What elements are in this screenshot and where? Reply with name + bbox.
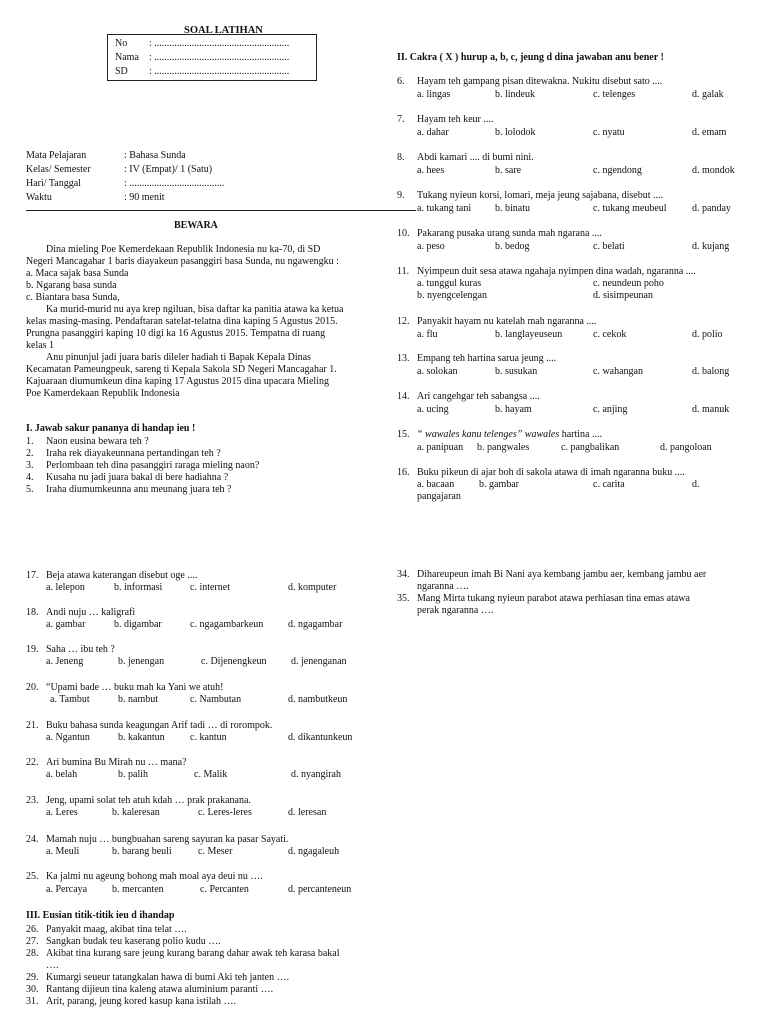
option-c[interactable]: c. carita [593, 479, 625, 490]
info-value: : 90 menit [124, 192, 165, 203]
option-b[interactable]: b. susukan [495, 366, 538, 377]
info-value: : IV (Empat)/ 1 (Satu) [124, 164, 213, 175]
list-item [26, 484, 366, 496]
divider [26, 210, 416, 211]
option-c[interactable]: c. neundeun poho [593, 278, 664, 289]
question-number: 16. [397, 467, 410, 478]
item-number: 27. [26, 936, 39, 947]
option-a[interactable]: a. solokan [417, 366, 458, 377]
bewara-line: Kajuaraan diumumkeun dina kaping 17 Agustus 2015 dina upacara Mieling [26, 376, 329, 387]
info-row [26, 164, 212, 176]
option-a[interactable]: a. belah [46, 769, 78, 780]
option-c[interactable]: c. pangbalikan [561, 442, 620, 453]
option-d[interactable]: d. balong [692, 366, 730, 377]
item-number: 35. [397, 593, 410, 604]
item-text-cont: …. [46, 960, 59, 971]
option-d[interactable]: d. leresan [288, 807, 327, 818]
option-b[interactable]: b. sare [495, 165, 522, 176]
question-text: Nyimpeun duit sesa atawa ngahaja nyimpen dina wadah, ngaranna .... [417, 266, 696, 277]
question-text: Ari cangehgar teh sabangsa .... [417, 391, 540, 402]
question-text: Empang teh hartina sarua jeung .... [417, 353, 557, 364]
identity-box [107, 34, 317, 81]
option-d[interactable]: d. [692, 479, 700, 490]
question-number: 23. [26, 795, 39, 806]
option-d[interactable]: d. ngagambar [288, 619, 343, 630]
option-b[interactable]: b. langlayeuseun [495, 329, 563, 340]
item-text: Perlombaan teh dina pasanggiri raraga mieling naon? [46, 460, 260, 471]
option-b[interactable]: b. nambut [118, 694, 158, 705]
bewara-text [26, 244, 371, 400]
option-a[interactable]: a. Meuli [46, 846, 80, 857]
item-text: Kumargi seueur tatangkalan hawa di bumi Aki teh janten …. [46, 972, 290, 983]
question-number: 8. [397, 152, 405, 163]
option-b[interactable]: b. gambar [479, 479, 519, 490]
list-item [26, 996, 376, 1008]
option-a[interactable]: a. panipuan [417, 442, 464, 453]
item-number: 34. [397, 569, 410, 580]
option-d[interactable]: d. panday [692, 203, 731, 214]
option-d[interactable]: d. nyangirah [291, 769, 341, 780]
item-number: 31. [26, 996, 39, 1007]
option-a[interactable]: a. Tambut [50, 694, 90, 705]
question-number: 24. [26, 834, 39, 845]
bewara-title: BEWARA [174, 220, 218, 231]
question-text: Beja atawa katerangan disebut oge .... [46, 570, 198, 581]
question-number: 21. [26, 720, 39, 731]
sd-label: SD [115, 66, 128, 77]
bewara-line: Negeri Mancagahar 1 baris diayakeun pasanggiri basa Sunda, nu ngawengku : [26, 256, 339, 267]
list-item [26, 936, 376, 948]
question-number: 20. [26, 682, 39, 693]
question-text: Hayam teh keur .... [417, 114, 494, 125]
question-text: Ari bumina Bu Mirah nu … mana? [46, 757, 187, 768]
bewara-line: Anu pinunjul jadi juara baris dileler hadiah ti Bapak Kepala Dinas [46, 352, 311, 363]
question-number: 25. [26, 871, 39, 882]
option-a[interactable]: a. Percaya [46, 884, 88, 895]
item-text: Arit, parang, jeung kored kasup kana istilah …. [46, 996, 236, 1007]
question-text [417, 429, 602, 441]
bewara-line: c. Biantara basa Sunda, [26, 292, 120, 303]
item-text: Kusaha nu jadi juara bakal di bere hadiahna ? [46, 472, 229, 483]
info-key: Hari/ Tanggal [26, 178, 81, 189]
option-d[interactable]: d. emam [692, 127, 727, 138]
question-text: Buku bahasa sunda keagungan Arif tadi … di rorompok. [46, 720, 273, 731]
info-value: : ...................................... [124, 178, 225, 189]
option-b[interactable]: b. lolodok [495, 127, 536, 138]
option-c[interactable]: c. Leres-leres [198, 807, 252, 818]
question-text: Hayam teh gampang pisan ditewakna. Nukitu disebut sato .... [417, 76, 663, 87]
bewara-line: Kecamatan Pameungpeuk, sareng ti Kepala Sakola SD Negeri Mancagahar 1. [26, 364, 337, 375]
item-text: Mang Mirta tukang nyieun parabot atawa perhiasan tina emas atawa [417, 593, 690, 604]
option-c[interactable]: c. ngagambarkeun [190, 619, 264, 630]
bewara-line: a. Maca sajak basa Sunda [26, 268, 129, 279]
option-c[interactable]: c. belati [593, 241, 625, 252]
nama-field[interactable]: : ...................................................... [149, 52, 290, 63]
list-item [26, 984, 376, 996]
question-text: Tukang nyieun korsi, lomari, meja jeung sajabana, disebut .... [417, 190, 663, 201]
question-number: 19. [26, 644, 39, 655]
option-b[interactable]: b. digambar [114, 619, 162, 630]
info-key: Waktu [26, 192, 52, 203]
question-text: Mamah nuju … bungbuahan sareng sayuran ka pasar Sayati. [46, 834, 289, 845]
info-value: : Bahasa Sunda [124, 150, 186, 161]
option-a[interactable]: a. Jeneng [46, 656, 84, 667]
question-number: 14. [397, 391, 410, 402]
nama-row [115, 52, 289, 64]
item-text-cont: perak ngaranna …. [417, 605, 494, 616]
option-d[interactable]: d. dikantunkeun [288, 732, 353, 743]
option-c[interactable]: c. anjing [593, 404, 628, 415]
option-b[interactable]: b. nyengcelengan [417, 290, 487, 301]
option-b[interactable]: b. mercanten [112, 884, 164, 895]
question-text: Buku pikeun di ajar boh di sakola atawa di imah ngaranna buku .... [417, 467, 685, 478]
no-row [115, 38, 289, 50]
option-c[interactable]: c. kantun [190, 732, 227, 743]
info-row [26, 150, 186, 162]
option-c[interactable]: c. Meser [198, 846, 233, 857]
option-d[interactable]: d. mondok [692, 165, 735, 176]
option-a[interactable]: a. peso [417, 241, 445, 252]
question-text: Ka jalmi nu ageung bohong mah moal aya deui nu …. [46, 871, 263, 882]
question-text: Abdi kamari .... di bumi nini. [417, 152, 534, 163]
bewara-line: b. Ngarang basa sunda [26, 280, 117, 291]
item-number: 3. [26, 460, 34, 471]
option-b[interactable]: b. informasi [114, 582, 163, 593]
question-number: 22. [26, 757, 39, 768]
option-a[interactable]: a. Leres [46, 807, 78, 818]
question-number: 12. [397, 316, 410, 327]
bewara-line: Ka murid-murid nu aya krep ngiluan, bisa daftar ka panitia atawa ka ketua [46, 304, 344, 315]
option-c[interactable]: c. Nambutan [190, 694, 242, 705]
info-key: Kelas/ Semester [26, 164, 91, 175]
question-number: 18. [26, 607, 39, 618]
option-c[interactable]: c. internet [190, 582, 230, 593]
sd-field[interactable]: : ...................................................... [149, 66, 290, 77]
item-text: Panyakit maag, akibat tina telat …. [46, 924, 187, 935]
question-number: 11. [397, 266, 410, 277]
question-number: 9. [397, 190, 405, 201]
option-c[interactable]: c. Percanten [200, 884, 249, 895]
option-b[interactable]: b. palih [118, 769, 148, 780]
item-text: Sangkan budak teu kaserang polio kudu …. [46, 936, 221, 947]
list-item [397, 569, 762, 593]
option-c[interactable]: c. tukang meubeul [593, 203, 667, 214]
option-c[interactable]: c. telenges [593, 89, 636, 100]
option-b[interactable]: b. lindeuk [495, 89, 535, 100]
item-number: 29. [26, 972, 39, 983]
list-item [397, 593, 762, 617]
option-d[interactable]: d. komputer [288, 582, 337, 593]
question-text: Pakarang pusaka urang sunda mah ngarana .... [417, 228, 602, 239]
item-number: 28. [26, 948, 39, 959]
bewara-line: Poe Kamerdekaan Republik Indonesia [26, 388, 180, 399]
list-item [26, 924, 376, 936]
option-d-text: pangajaran [417, 491, 461, 502]
question-text: Andi nuju … kaligrafi [46, 607, 136, 618]
option-d[interactable]: d. pangoloan [660, 442, 712, 453]
option-d[interactable]: d. polio [692, 329, 723, 340]
option-a[interactable]: a. tukang tani [417, 203, 472, 214]
option-c[interactable]: c. Dijenengkeun [201, 656, 267, 667]
item-number: 4. [26, 472, 34, 483]
section-2-title: II. Cakra ( X ) hurup a, b, c, jeung d dina jawaban anu bener ! [397, 52, 664, 63]
option-d[interactable]: d. nambutkeun [288, 694, 348, 705]
option-c[interactable]: c. nyatu [593, 127, 625, 138]
option-c[interactable]: c. ngendong [593, 165, 642, 176]
question-number: 6. [397, 76, 405, 87]
option-b[interactable]: b. kaleresan [112, 807, 160, 818]
option-a[interactable]: a. hees [417, 165, 445, 176]
option-a[interactable]: a. lingas [417, 89, 451, 100]
item-number: 26. [26, 924, 39, 935]
right-lower-list [397, 569, 762, 617]
bewara-line: kelas masing-masing. Pendaftaran satelat-telatna dina kaping 5 Agustus 2015. [26, 316, 338, 327]
sd-row [115, 66, 289, 78]
option-b[interactable]: b. binatu [495, 203, 530, 214]
option-a[interactable]: a. bacaan [417, 479, 455, 490]
info-row [26, 192, 165, 204]
question-text-tail: hartina .... [559, 429, 602, 440]
item-number: 1. [26, 436, 34, 447]
item-text: Naon eusina bewara teh ? [46, 436, 149, 447]
option-b[interactable]: b. hayam [495, 404, 532, 415]
option-c[interactable]: c. wahangan [593, 366, 643, 377]
item-text: Iraha rek diayakeunnana pertandingan teh ? [46, 448, 221, 459]
section-1-title: I. Jawab sakur pananya di handap ieu ! [26, 423, 196, 434]
option-b[interactable]: b. barang beuli [112, 846, 172, 857]
no-field[interactable]: : ...................................................... [149, 38, 290, 49]
option-a[interactable]: a. dahar [417, 127, 449, 138]
question-number: 17. [26, 570, 39, 581]
question-text: Panyakit hayam nu katelah mah ngaranna .... [417, 316, 597, 327]
option-a[interactable]: a. Ngantun [46, 732, 90, 743]
page-title: SOAL LATIHAN [184, 25, 263, 36]
option-a[interactable]: a. lelepon [46, 582, 85, 593]
list-item [26, 436, 366, 448]
item-text: Dihareupeun imah Bi Nani aya kembang jambu aer, kembang jambu aer [417, 569, 707, 580]
option-d[interactable]: d. sisimpeunan [593, 290, 653, 301]
item-number: 5. [26, 484, 34, 495]
list-item [26, 948, 376, 972]
bewara-line: Prungna pasanggiri kaping 10 digi ka 16 Agustus 2015. Tempatna di ruang [26, 328, 326, 339]
item-text: Akibat tina kurang sare jeung kurang barang dahar awak teh karasa bakal [46, 948, 340, 959]
bewara-line: Dina mieling Poe Kemerdekaan Republik Indonesia nu ka-70, di SD [46, 244, 321, 255]
option-d[interactable]: d. percanteneun [288, 884, 352, 895]
quoted-phrase: “ wawales kanu telenges” wawales [417, 429, 560, 440]
option-d[interactable]: d. galak [692, 89, 724, 100]
item-text: Rantang dijieun tina kaleng atawa aluminium paranti …. [46, 984, 274, 995]
item-number: 30. [26, 984, 39, 995]
question-number: 15. [397, 429, 410, 440]
option-b[interactable]: b. jenengan [118, 656, 165, 667]
item-number: 2. [26, 448, 34, 459]
section-1-list [26, 436, 366, 496]
question-number: 7. [397, 114, 405, 125]
list-item [26, 972, 376, 984]
option-a[interactable]: a. tunggul kuras [417, 278, 482, 289]
option-d[interactable]: d. jenenganan [291, 656, 347, 667]
question-number: 10. [397, 228, 410, 239]
option-d[interactable]: d. manuk [692, 404, 730, 415]
option-d[interactable]: d. ngagaleuh [288, 846, 340, 857]
item-text-cont: ngaranna …. [417, 581, 469, 592]
info-row [26, 178, 224, 190]
section-3-list [26, 924, 376, 1008]
option-b[interactable]: b. pangwales [477, 442, 530, 453]
option-a[interactable]: a. flu [417, 329, 438, 340]
list-item [26, 460, 366, 472]
option-b[interactable]: b. bedog [495, 241, 530, 252]
nama-label: Nama [115, 52, 139, 63]
no-label: No [115, 38, 128, 49]
question-text: Saha … ibu teh ? [46, 644, 115, 655]
section-3-title: III. Eusian titik-titik ieu d ihandap [26, 910, 175, 921]
option-a[interactable]: a. ucing [417, 404, 449, 415]
list-item [26, 472, 366, 484]
item-text: Iraha diumumkeunna anu meunang juara teh ? [46, 484, 232, 495]
option-c[interactable]: c. Malik [194, 769, 228, 780]
question-number: 13. [397, 353, 410, 364]
option-a[interactable]: a. gambar [46, 619, 86, 630]
option-b[interactable]: b. kakantun [118, 732, 165, 743]
option-d[interactable]: d. kujang [692, 241, 730, 252]
list-item [26, 448, 366, 460]
info-key: Mata Pelajaran [26, 150, 87, 161]
question-text: “Upami bade … buku mah ka Yani we atuh! [46, 682, 224, 693]
question-text: Jeng, upami solat teh atuh kdah … prak prakanana. [46, 795, 251, 806]
option-c[interactable]: c. cekok [593, 329, 627, 340]
bewara-line: kelas 1 [26, 340, 55, 351]
